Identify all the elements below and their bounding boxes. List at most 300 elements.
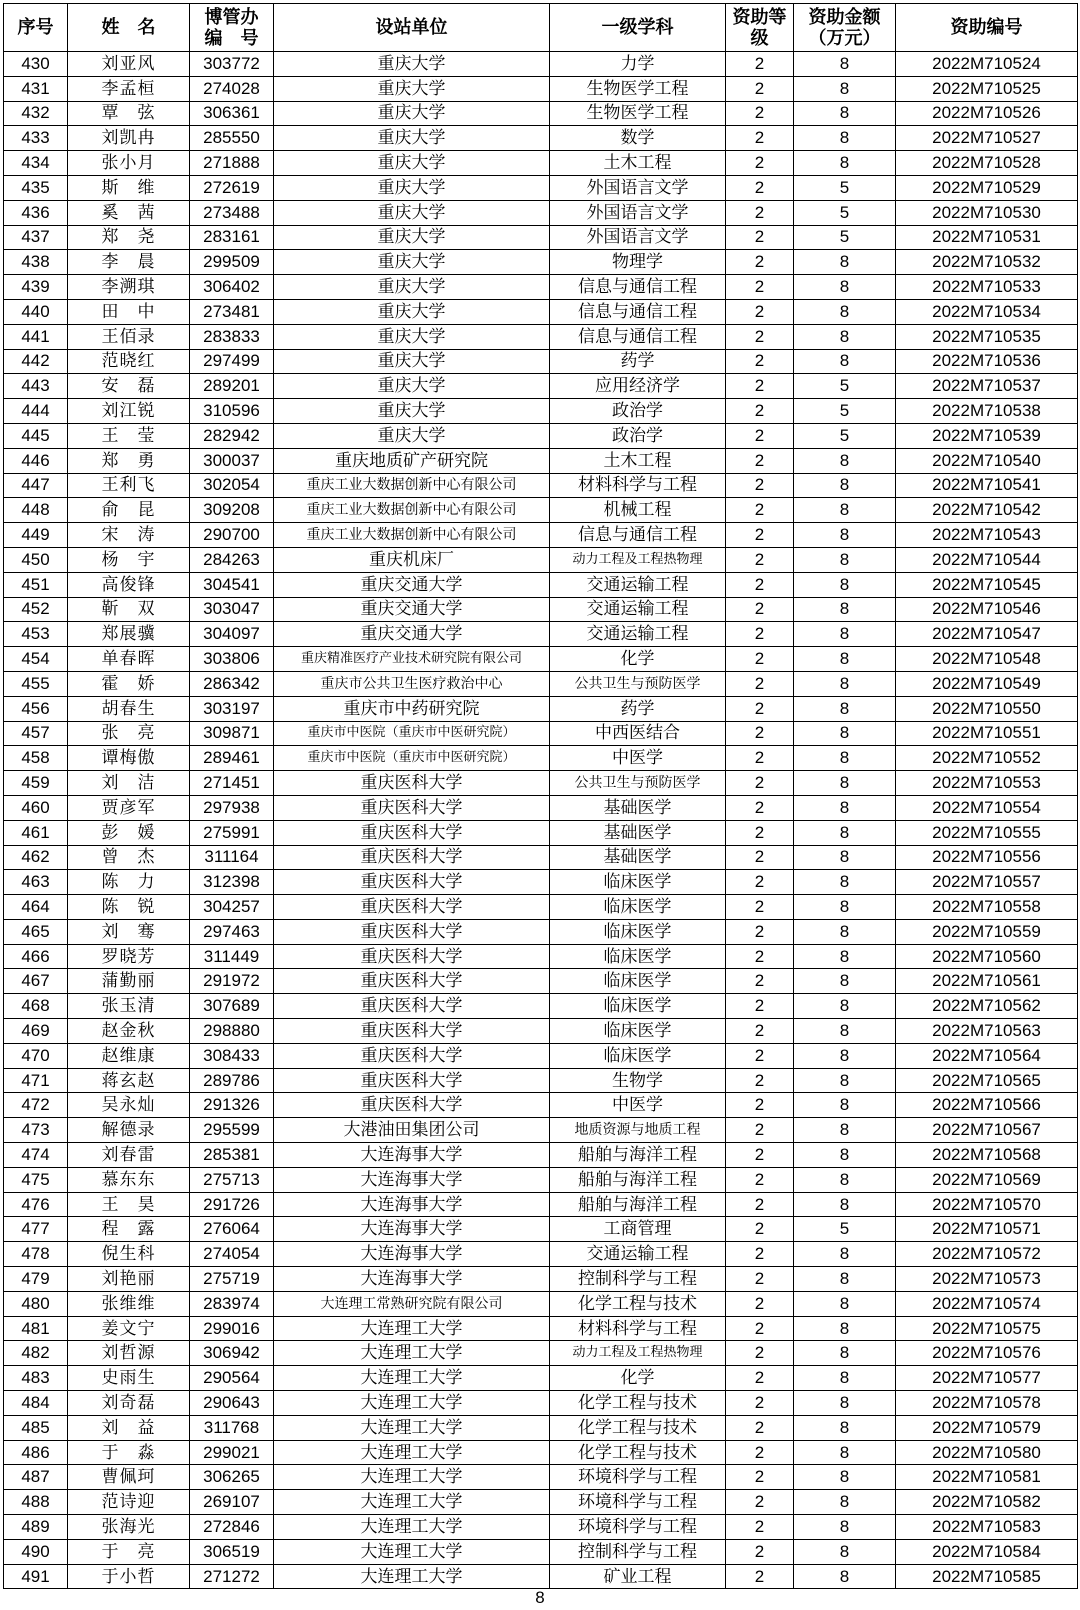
- table-row: [4, 1415, 1078, 1440]
- cell-amount: 5: [794, 423, 896, 448]
- cell-discipline: 政治学: [550, 423, 726, 448]
- table-row: [4, 1291, 1078, 1316]
- cell-name: 王 莹: [68, 423, 190, 448]
- cell-institution: 重庆大学: [274, 200, 550, 225]
- cell-serial: 491: [4, 1564, 68, 1589]
- cell-institution: 重庆市中药研究院: [274, 696, 550, 721]
- cell-name: 宋 涛: [68, 523, 190, 548]
- cell-office-id: 286342: [190, 671, 274, 696]
- cell-amount: 8: [794, 275, 896, 300]
- table-row: [4, 1341, 1078, 1366]
- cell-institution: 重庆医科大学: [274, 870, 550, 895]
- cell-serial: 433: [4, 126, 68, 151]
- cell-amount: 8: [794, 969, 896, 994]
- cell-name: 刘奇磊: [68, 1391, 190, 1416]
- cell-institution: 重庆大学: [274, 52, 550, 77]
- cell-institution: 重庆医科大学: [274, 994, 550, 1019]
- cell-funding-id: 2022M710542: [896, 498, 1078, 523]
- cell-serial: 445: [4, 423, 68, 448]
- cell-office-id: 304541: [190, 572, 274, 597]
- cell-amount: 8: [794, 101, 896, 126]
- cell-amount: 8: [794, 1515, 896, 1540]
- cell-serial: 465: [4, 919, 68, 944]
- cell-funding-id: 2022M710537: [896, 374, 1078, 399]
- cell-serial: 484: [4, 1391, 68, 1416]
- cell-name: 陈 力: [68, 870, 190, 895]
- cell-name: 田 中: [68, 299, 190, 324]
- cell-name: 张玉清: [68, 994, 190, 1019]
- cell-serial: 440: [4, 299, 68, 324]
- cell-serial: 480: [4, 1291, 68, 1316]
- cell-funding-id: 2022M710573: [896, 1267, 1078, 1292]
- cell-funding-id: 2022M710534: [896, 299, 1078, 324]
- cell-institution: 大连理工大学: [274, 1515, 550, 1540]
- table-row: [4, 696, 1078, 721]
- cell-discipline: 船舶与海洋工程: [550, 1167, 726, 1192]
- cell-funding-id: 2022M710575: [896, 1316, 1078, 1341]
- cell-name: 陈 锐: [68, 895, 190, 920]
- cell-amount: 8: [794, 771, 896, 796]
- cell-office-id: 269107: [190, 1490, 274, 1515]
- cell-grade: 2: [726, 498, 794, 523]
- cell-institution: 大连理工大学: [274, 1415, 550, 1440]
- cell-institution: 重庆医科大学: [274, 1093, 550, 1118]
- cell-grade: 2: [726, 647, 794, 672]
- cell-name: 张海光: [68, 1515, 190, 1540]
- cell-grade: 2: [726, 225, 794, 250]
- cell-office-id: 274028: [190, 76, 274, 101]
- table-row: [4, 200, 1078, 225]
- cell-serial: 451: [4, 572, 68, 597]
- cell-name: 杨 宇: [68, 547, 190, 572]
- cell-serial: 485: [4, 1415, 68, 1440]
- cell-grade: 2: [726, 1267, 794, 1292]
- cell-amount: 8: [794, 845, 896, 870]
- cell-name: 曾 杰: [68, 845, 190, 870]
- cell-grade: 2: [726, 1217, 794, 1242]
- cell-funding-id: 2022M710553: [896, 771, 1078, 796]
- cell-office-id: 271888: [190, 151, 274, 176]
- cell-discipline: 化学: [550, 647, 726, 672]
- cell-office-id: 306519: [190, 1539, 274, 1564]
- cell-office-id: 275719: [190, 1267, 274, 1292]
- cell-office-id: 290643: [190, 1391, 274, 1416]
- table-row: [4, 1143, 1078, 1168]
- cell-discipline: 交通运输工程: [550, 597, 726, 622]
- cell-grade: 2: [726, 1539, 794, 1564]
- cell-office-id: 271451: [190, 771, 274, 796]
- cell-funding-id: 2022M710562: [896, 994, 1078, 1019]
- cell-amount: 8: [794, 696, 896, 721]
- table-row: [4, 498, 1078, 523]
- cell-discipline: 临床医学: [550, 1043, 726, 1068]
- cell-grade: 2: [726, 76, 794, 101]
- cell-serial: 431: [4, 76, 68, 101]
- cell-serial: 457: [4, 721, 68, 746]
- cell-office-id: 283161: [190, 225, 274, 250]
- cell-institution: 重庆地质矿产研究院: [274, 448, 550, 473]
- cell-name: 刘春雷: [68, 1143, 190, 1168]
- cell-name: 罗晓芳: [68, 944, 190, 969]
- cell-institution: 重庆大学: [274, 126, 550, 151]
- cell-name: 刘哲源: [68, 1341, 190, 1366]
- table-row: [4, 895, 1078, 920]
- cell-institution: 重庆大学: [274, 324, 550, 349]
- cell-institution: 大连理工大学: [274, 1341, 550, 1366]
- cell-office-id: 273481: [190, 299, 274, 324]
- cell-grade: 2: [726, 200, 794, 225]
- cell-grade: 2: [726, 299, 794, 324]
- cell-office-id: 274054: [190, 1242, 274, 1267]
- cell-institution: 重庆大学: [274, 250, 550, 275]
- table-row: [4, 275, 1078, 300]
- cell-grade: 2: [726, 1515, 794, 1540]
- cell-institution: 重庆大学: [274, 101, 550, 126]
- cell-institution: 大连理工大学: [274, 1465, 550, 1490]
- cell-institution: 重庆大学: [274, 399, 550, 424]
- postdoc-funding-table: [3, 3, 1078, 1589]
- cell-amount: 8: [794, 1093, 896, 1118]
- cell-serial: 461: [4, 820, 68, 845]
- cell-discipline: 公共卫生与预防医学: [550, 671, 726, 696]
- cell-name: 李溯琪: [68, 275, 190, 300]
- cell-serial: 476: [4, 1192, 68, 1217]
- cell-institution: 重庆交通大学: [274, 572, 550, 597]
- cell-funding-id: 2022M710582: [896, 1490, 1078, 1515]
- cell-funding-id: 2022M710571: [896, 1217, 1078, 1242]
- cell-serial: 459: [4, 771, 68, 796]
- header-grade: 资助等 级: [726, 4, 794, 52]
- cell-grade: 2: [726, 969, 794, 994]
- cell-funding-id: 2022M710535: [896, 324, 1078, 349]
- cell-institution: 重庆医科大学: [274, 1043, 550, 1068]
- cell-institution: 大连理工常熟研究院有限公司: [274, 1291, 550, 1316]
- cell-serial: 441: [4, 324, 68, 349]
- cell-grade: 2: [726, 622, 794, 647]
- cell-name: 张小月: [68, 151, 190, 176]
- cell-discipline: 信息与通信工程: [550, 299, 726, 324]
- cell-serial: 475: [4, 1167, 68, 1192]
- cell-amount: 8: [794, 994, 896, 1019]
- cell-name: 慕东东: [68, 1167, 190, 1192]
- cell-amount: 8: [794, 597, 896, 622]
- table-row: [4, 349, 1078, 374]
- cell-grade: 2: [726, 324, 794, 349]
- cell-discipline: 工商管理: [550, 1217, 726, 1242]
- table-row: [4, 1539, 1078, 1564]
- cell-discipline: 基础医学: [550, 795, 726, 820]
- cell-discipline: 动力工程及工程热物理: [550, 1341, 726, 1366]
- cell-institution: 重庆大学: [274, 76, 550, 101]
- cell-discipline: 外国语言文学: [550, 175, 726, 200]
- cell-discipline: 控制科学与工程: [550, 1539, 726, 1564]
- cell-grade: 2: [726, 374, 794, 399]
- cell-serial: 438: [4, 250, 68, 275]
- cell-funding-id: 2022M710576: [896, 1341, 1078, 1366]
- cell-grade: 2: [726, 1019, 794, 1044]
- cell-grade: 2: [726, 572, 794, 597]
- cell-name: 程 露: [68, 1217, 190, 1242]
- cell-serial: 439: [4, 275, 68, 300]
- cell-grade: 2: [726, 1192, 794, 1217]
- table-row: [4, 845, 1078, 870]
- cell-serial: 489: [4, 1515, 68, 1540]
- cell-discipline: 化学工程与技术: [550, 1291, 726, 1316]
- table-row: [4, 1242, 1078, 1267]
- cell-institution: 重庆工业大数据创新中心有限公司: [274, 523, 550, 548]
- cell-serial: 442: [4, 349, 68, 374]
- cell-institution: 大港油田集团公司: [274, 1118, 550, 1143]
- cell-institution: 大连理工大学: [274, 1440, 550, 1465]
- table-row: [4, 225, 1078, 250]
- cell-funding-id: 2022M710528: [896, 151, 1078, 176]
- cell-institution: 大连海事大学: [274, 1143, 550, 1168]
- cell-funding-id: 2022M710549: [896, 671, 1078, 696]
- cell-grade: 2: [726, 1143, 794, 1168]
- cell-discipline: 材料科学与工程: [550, 1316, 726, 1341]
- cell-discipline: 材料科学与工程: [550, 473, 726, 498]
- cell-amount: 8: [794, 1465, 896, 1490]
- cell-discipline: 化学: [550, 1366, 726, 1391]
- cell-grade: 2: [726, 746, 794, 771]
- cell-discipline: 临床医学: [550, 1019, 726, 1044]
- cell-office-id: 306361: [190, 101, 274, 126]
- cell-serial: 479: [4, 1267, 68, 1292]
- cell-office-id: 304257: [190, 895, 274, 920]
- cell-grade: 2: [726, 1391, 794, 1416]
- cell-grade: 2: [726, 1291, 794, 1316]
- cell-office-id: 311449: [190, 944, 274, 969]
- header-institution: 设站单位: [274, 4, 550, 52]
- cell-amount: 8: [794, 1118, 896, 1143]
- cell-amount: 8: [794, 1167, 896, 1192]
- table-row: [4, 151, 1078, 176]
- cell-amount: 8: [794, 1143, 896, 1168]
- cell-discipline: 药学: [550, 349, 726, 374]
- cell-funding-id: 2022M710529: [896, 175, 1078, 200]
- cell-discipline: 数学: [550, 126, 726, 151]
- cell-institution: 大连理工大学: [274, 1391, 550, 1416]
- cell-grade: 2: [726, 721, 794, 746]
- cell-name: 于小哲: [68, 1564, 190, 1589]
- cell-discipline: 化学工程与技术: [550, 1415, 726, 1440]
- cell-amount: 8: [794, 721, 896, 746]
- cell-discipline: 政治学: [550, 399, 726, 424]
- cell-discipline: 临床医学: [550, 870, 726, 895]
- cell-serial: 488: [4, 1490, 68, 1515]
- cell-institution: 重庆工业大数据创新中心有限公司: [274, 498, 550, 523]
- table-row: [4, 1192, 1078, 1217]
- cell-institution: 重庆机床厂: [274, 547, 550, 572]
- cell-institution: 大连理工大学: [274, 1490, 550, 1515]
- table-row: [4, 820, 1078, 845]
- cell-funding-id: 2022M710524: [896, 52, 1078, 77]
- table-row: [4, 969, 1078, 994]
- cell-grade: 2: [726, 423, 794, 448]
- cell-serial: 448: [4, 498, 68, 523]
- cell-serial: 443: [4, 374, 68, 399]
- cell-discipline: 外国语言文学: [550, 225, 726, 250]
- cell-funding-id: 2022M710538: [896, 399, 1078, 424]
- cell-office-id: 302054: [190, 473, 274, 498]
- cell-office-id: 298880: [190, 1019, 274, 1044]
- table-row: [4, 572, 1078, 597]
- cell-grade: 2: [726, 1465, 794, 1490]
- cell-amount: 8: [794, 473, 896, 498]
- cell-amount: 8: [794, 151, 896, 176]
- cell-amount: 8: [794, 795, 896, 820]
- cell-name: 张 亮: [68, 721, 190, 746]
- cell-amount: 8: [794, 671, 896, 696]
- cell-discipline: 环境科学与工程: [550, 1490, 726, 1515]
- table-row: [4, 994, 1078, 1019]
- cell-grade: 2: [726, 1043, 794, 1068]
- cell-name: 郑展骥: [68, 622, 190, 647]
- cell-office-id: 275991: [190, 820, 274, 845]
- cell-institution: 大连海事大学: [274, 1217, 550, 1242]
- cell-office-id: 303806: [190, 647, 274, 672]
- cell-amount: 8: [794, 1415, 896, 1440]
- cell-amount: 8: [794, 1192, 896, 1217]
- cell-discipline: 临床医学: [550, 919, 726, 944]
- cell-grade: 2: [726, 399, 794, 424]
- cell-serial: 430: [4, 52, 68, 77]
- cell-amount: 8: [794, 76, 896, 101]
- cell-discipline: 交通运输工程: [550, 1242, 726, 1267]
- cell-funding-id: 2022M710543: [896, 523, 1078, 548]
- cell-grade: 2: [726, 547, 794, 572]
- cell-discipline: 矿业工程: [550, 1564, 726, 1589]
- table-row: [4, 1440, 1078, 1465]
- cell-grade: 2: [726, 1118, 794, 1143]
- table-row: [4, 175, 1078, 200]
- cell-discipline: 临床医学: [550, 994, 726, 1019]
- cell-serial: 454: [4, 647, 68, 672]
- cell-funding-id: 2022M710546: [896, 597, 1078, 622]
- cell-amount: 8: [794, 547, 896, 572]
- cell-discipline: 船舶与海洋工程: [550, 1192, 726, 1217]
- cell-amount: 8: [794, 1341, 896, 1366]
- cell-funding-id: 2022M710526: [896, 101, 1078, 126]
- table-row: [4, 870, 1078, 895]
- cell-office-id: 300037: [190, 448, 274, 473]
- cell-serial: 478: [4, 1242, 68, 1267]
- cell-amount: 8: [794, 944, 896, 969]
- cell-discipline: 交通运输工程: [550, 622, 726, 647]
- cell-institution: 大连海事大学: [274, 1167, 550, 1192]
- cell-amount: 8: [794, 572, 896, 597]
- table-row: [4, 795, 1078, 820]
- cell-serial: 487: [4, 1465, 68, 1490]
- cell-funding-id: 2022M710533: [896, 275, 1078, 300]
- cell-discipline: 生物医学工程: [550, 76, 726, 101]
- cell-serial: 444: [4, 399, 68, 424]
- cell-amount: 8: [794, 250, 896, 275]
- cell-discipline: 动力工程及工程热物理: [550, 547, 726, 572]
- cell-institution: 重庆精准医疗产业技术研究院有限公司: [274, 647, 550, 672]
- cell-office-id: 276064: [190, 1217, 274, 1242]
- cell-institution: 重庆医科大学: [274, 895, 550, 920]
- table-row: [4, 448, 1078, 473]
- table-row: [4, 1391, 1078, 1416]
- cell-serial: 482: [4, 1341, 68, 1366]
- cell-office-id: 310596: [190, 399, 274, 424]
- cell-amount: 8: [794, 1366, 896, 1391]
- cell-office-id: 309871: [190, 721, 274, 746]
- table-row: [4, 622, 1078, 647]
- cell-serial: 452: [4, 597, 68, 622]
- cell-funding-id: 2022M710547: [896, 622, 1078, 647]
- header-name: 姓 名: [68, 4, 190, 52]
- cell-amount: 8: [794, 1440, 896, 1465]
- cell-amount: 5: [794, 374, 896, 399]
- cell-name: 姜文宁: [68, 1316, 190, 1341]
- cell-amount: 8: [794, 1291, 896, 1316]
- header-office-id: 博管办 编 号: [190, 4, 274, 52]
- cell-name: 靳 双: [68, 597, 190, 622]
- cell-name: 张维维: [68, 1291, 190, 1316]
- cell-institution: 重庆交通大学: [274, 622, 550, 647]
- cell-serial: 456: [4, 696, 68, 721]
- cell-serial: 466: [4, 944, 68, 969]
- cell-name: 倪生科: [68, 1242, 190, 1267]
- cell-discipline: 基础医学: [550, 845, 726, 870]
- table-row: [4, 1515, 1078, 1540]
- cell-institution: 大连理工大学: [274, 1316, 550, 1341]
- cell-amount: 8: [794, 498, 896, 523]
- cell-discipline: 中西医结合: [550, 721, 726, 746]
- table-row: [4, 399, 1078, 424]
- cell-institution: 重庆大学: [274, 151, 550, 176]
- table-row: [4, 52, 1078, 77]
- table-row: [4, 746, 1078, 771]
- cell-funding-id: 2022M710552: [896, 746, 1078, 771]
- cell-amount: 8: [794, 1242, 896, 1267]
- cell-institution: 大连理工大学: [274, 1366, 550, 1391]
- cell-funding-id: 2022M710584: [896, 1539, 1078, 1564]
- cell-office-id: 289461: [190, 746, 274, 771]
- cell-amount: 8: [794, 349, 896, 374]
- cell-amount: 8: [794, 895, 896, 920]
- cell-grade: 2: [726, 1316, 794, 1341]
- cell-discipline: 地质资源与地质工程: [550, 1118, 726, 1143]
- cell-grade: 2: [726, 1366, 794, 1391]
- table-row: [4, 1316, 1078, 1341]
- cell-office-id: 290700: [190, 523, 274, 548]
- cell-amount: 8: [794, 126, 896, 151]
- cell-name: 王 昊: [68, 1192, 190, 1217]
- table-row: [4, 423, 1078, 448]
- cell-grade: 2: [726, 1167, 794, 1192]
- cell-name: 单春晖: [68, 647, 190, 672]
- cell-name: 李 晨: [68, 250, 190, 275]
- cell-name: 郑 尧: [68, 225, 190, 250]
- cell-funding-id: 2022M710581: [896, 1465, 1078, 1490]
- cell-office-id: 295599: [190, 1118, 274, 1143]
- cell-funding-id: 2022M710557: [896, 870, 1078, 895]
- cell-serial: 469: [4, 1019, 68, 1044]
- cell-serial: 481: [4, 1316, 68, 1341]
- cell-funding-id: 2022M710558: [896, 895, 1078, 920]
- cell-office-id: 306265: [190, 1465, 274, 1490]
- cell-grade: 2: [726, 52, 794, 77]
- table-row: [4, 324, 1078, 349]
- cell-institution: 大连海事大学: [274, 1192, 550, 1217]
- cell-serial: 460: [4, 795, 68, 820]
- cell-office-id: 311164: [190, 845, 274, 870]
- cell-institution: 重庆市中医院（重庆市中医研究院）: [274, 746, 550, 771]
- table-row: [4, 101, 1078, 126]
